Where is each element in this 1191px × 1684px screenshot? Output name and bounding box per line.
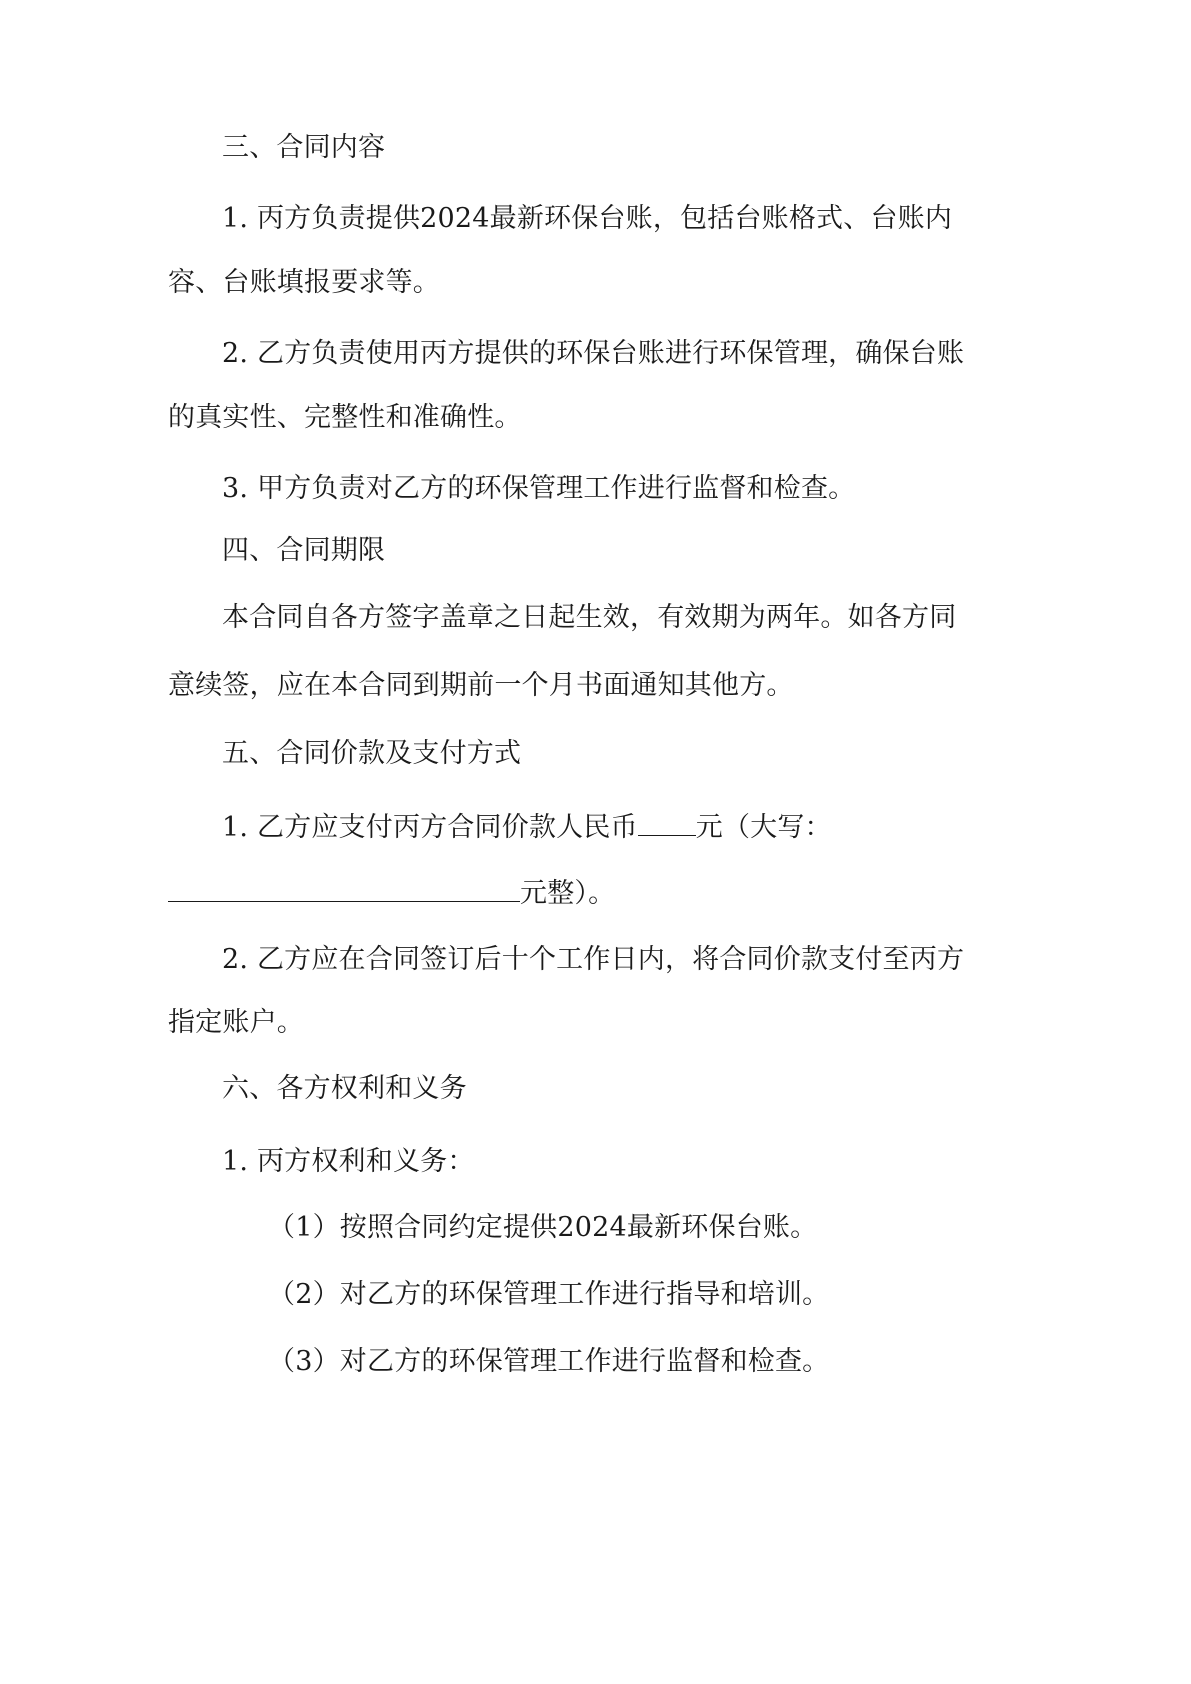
clause-5-1-mid: 元（大写： (695, 812, 832, 843)
clause-6-1-item-1: （1）按照合同约定提供2024最新环保台账。 (268, 1212, 818, 1243)
clause-6-1-heading: 1. 丙方权利和义务： (222, 1146, 475, 1177)
amount-in-words-blank-field[interactable] (168, 877, 520, 902)
clause-3-2-line-2: 的真实性、完整性和准确性。 (168, 402, 522, 433)
term-paragraph-line-1: 本合同自各方签字盖章之日起生效，有效期为两年。如各方同 (222, 602, 957, 633)
clause-3-2-line-1: 2. 乙方负责使用丙方提供的环保台账进行环保管理，确保台账 (222, 338, 965, 369)
clause-6-1-item-2: （2）对乙方的环保管理工作进行指导和培训。 (268, 1279, 830, 1310)
clause-5-2-line-2: 指定账户。 (168, 1007, 304, 1038)
clause-3-1-line-1: 1. 丙方负责提供2024最新环保台账，包括台账格式、台账内 (222, 203, 953, 234)
section-heading-contract-term: 四、合同期限 (222, 535, 386, 566)
term-paragraph-line-2: 意续签，应在本合同到期前一个月书面通知其他方。 (168, 670, 794, 701)
clause-5-1-prefix: 1. 乙方应支付丙方合同价款人民币 (222, 812, 638, 843)
section-heading-contract-content: 三、合同内容 (222, 132, 386, 163)
clause-3-3: 3. 甲方负责对乙方的环保管理工作进行监督和检查。 (222, 473, 856, 504)
section-heading-rights-obligations: 六、各方权利和义务 (222, 1073, 467, 1104)
clause-5-1-line-1 (222, 811, 832, 844)
clause-6-1-item-3: （3）对乙方的环保管理工作进行监督和检查。 (268, 1346, 830, 1377)
amount-blank-field[interactable] (638, 811, 696, 836)
clause-5-1-suffix: 元整）。 (520, 878, 616, 909)
clause-5-2-line-1: 2. 乙方应在合同签订后十个工作日内，将合同价款支付至丙方 (222, 944, 965, 975)
clause-3-1-line-2: 容、台账填报要求等。 (168, 267, 440, 298)
clause-5-1-line-2 (168, 877, 615, 910)
section-heading-price-payment: 五、合同价款及支付方式 (222, 738, 522, 769)
